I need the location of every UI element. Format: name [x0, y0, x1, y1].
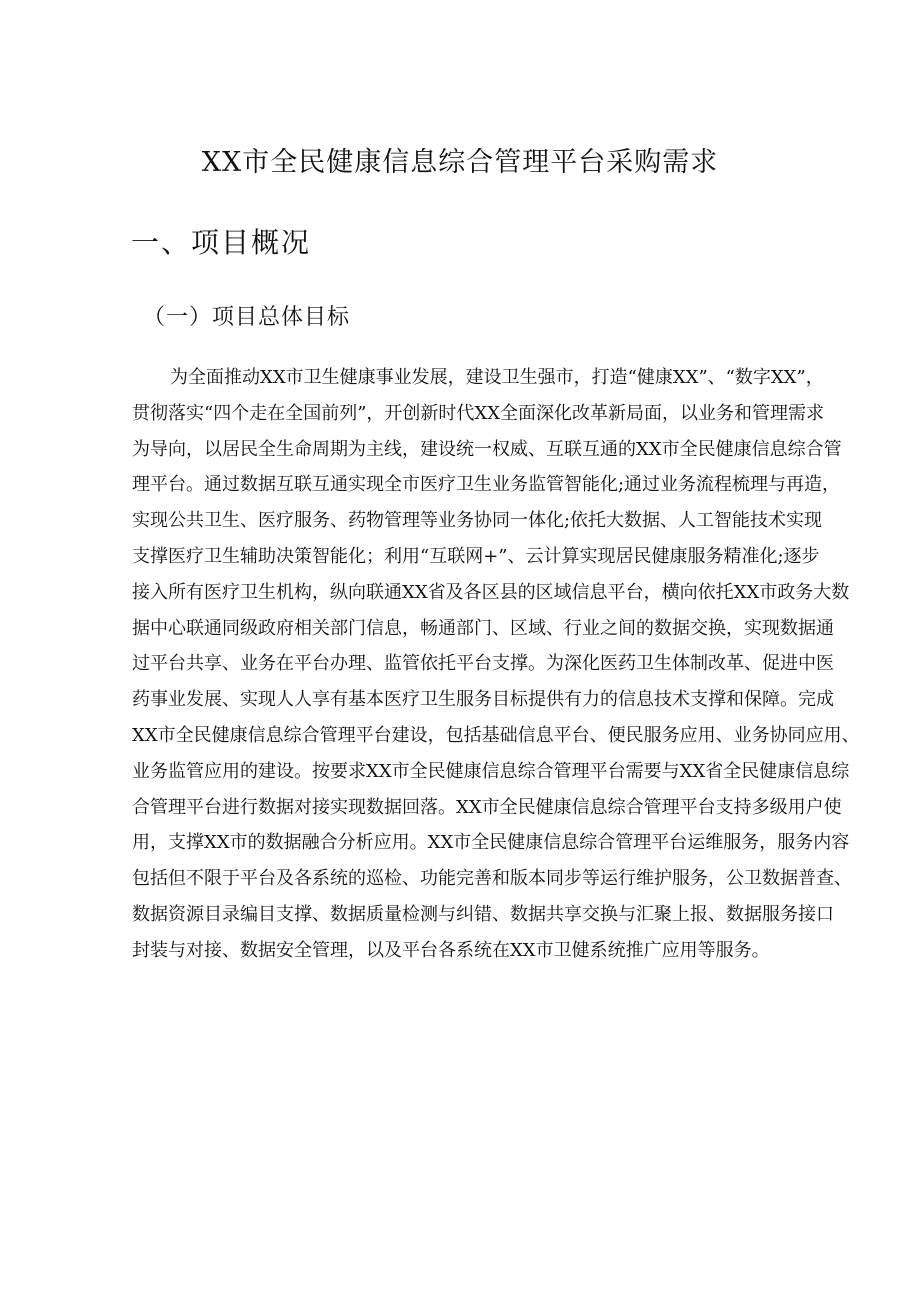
paragraph-line: 包括但不限于平台及各系统的巡检、功能完善和版本同步等运行维护服务，公卫数据普查、: [132, 868, 852, 890]
paragraph-line: 过平台共享、业务在平台办理、监管依托平台支撑。为深化医药卫生体制改革、促进中医: [132, 653, 834, 675]
paragraph-line: 据中心联通同级政府相关部门信息，畅通部门、区域、行业之间的数据交换，实现数据通: [132, 617, 834, 639]
subsection-heading: （一）项目总体目标: [143, 305, 351, 330]
paragraph-line: 数据资源目录编目支撑、数据质量检测与纠错、数据共享交换与汇聚上报、数据服务接口: [132, 903, 834, 925]
paragraph-line: 为全面推动XX市卫生健康事业发展，建设卫生强市，打造“健康XX”、“数字XX”，: [170, 367, 824, 388]
section-heading: 一、项目概况: [131, 226, 312, 259]
paragraph-line: 为导向，以居民全生命周期为主线，建设统一权威、互联互通的XX市全民健康信息综合管: [132, 438, 842, 460]
paragraph-line: 用，支撑XX市的数据融合分析应用。XX市全民健康信息综合管理平台运维服务，服务内容: [132, 832, 850, 854]
paragraph-line: 药事业发展、实现人人享有基本医疗卫生服务目标提供有力的信息技术支撑和保障。完成: [132, 689, 834, 711]
paragraph-line: 支撑医疗卫生辅助决策智能化；利用“互联网+”、云计算实现居民健康服务精准化;逐步: [132, 545, 820, 567]
paragraph-line: 合管理平台进行数据对接实现数据回落。XX市全民健康信息综合管理平台支持多级用户使: [132, 796, 842, 818]
paragraph-line: 封装与对接、数据安全管理，以及平台各系统在XX市卫健系统推广应用等服务。: [132, 939, 770, 961]
paragraph-line: 实现公共卫生、医疗服务、药物管理等业务协同一体化;依托大数据、人工智能技术实现: [132, 510, 823, 532]
paragraph-line: 业务监管应用的建设。按要求XX市全民健康信息综合管理平台需要与XX省全民健康信息综: [132, 760, 850, 782]
paragraph-line: 理平台。通过数据互联互通实现全市医疗卫生业务监管智能化;通过业务流程梳理与再造，: [132, 474, 841, 496]
body-paragraph: [132, 360, 860, 969]
paragraph-line: 接入所有医疗卫生机构，纵向联通XX省及各区县的区域信息平台，横向依托XX市政务大数: [132, 581, 850, 603]
document-title: XX市全民健康信息综合管理平台采购需求: [201, 147, 719, 178]
paragraph-line: XX市全民健康信息综合管理平台建设，包括基础信息平台、便民服务应用、业务协同应用、: [132, 724, 860, 746]
paragraph-line: 贯彻落实“四个走在全国前列”，开创新时代XX全面深化改革新局面，以业务和管理需求: [132, 402, 825, 424]
